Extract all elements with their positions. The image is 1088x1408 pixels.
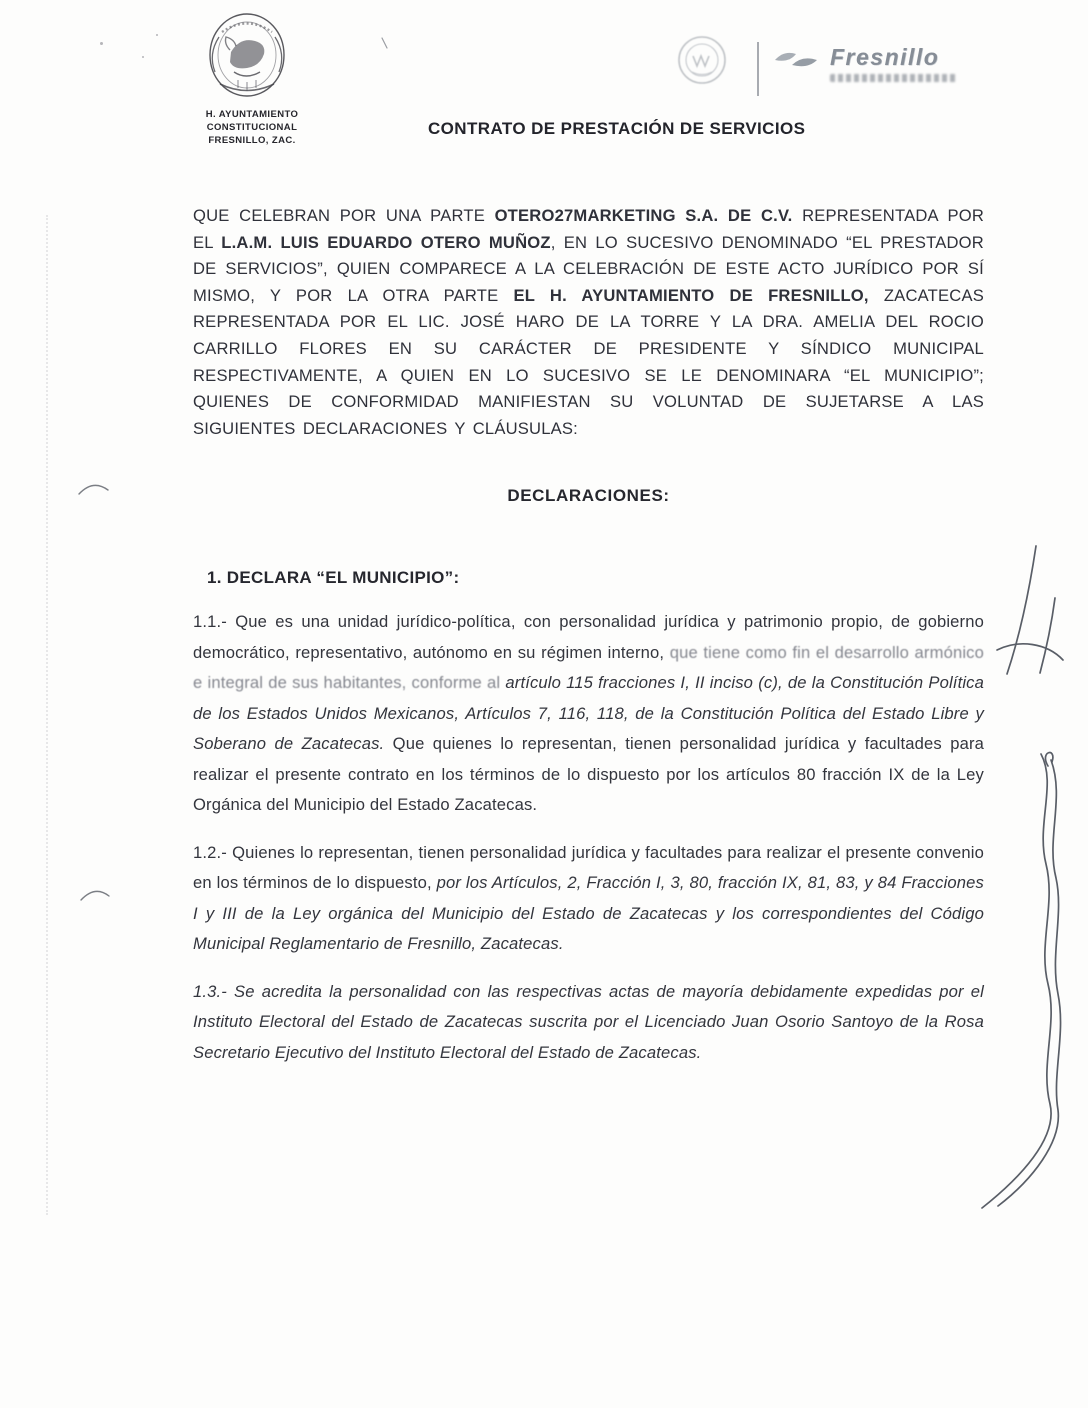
coat-of-arms-icon (186, 10, 308, 106)
scan-speck (142, 56, 144, 58)
intro-paragraph: QUE CELEBRAN POR UNA PARTE OTERO27MARKETING S.A. DE C.V. REPRESENTADA POR EL L.A.M. LUIS EDUARDO OTERO MUÑOZ, EN LO SUCESIVO DENOMINADO “EL PRESTADOR DE SERVICIOS”, QUIEN COMPARECE A LA CELEBRACIÓN DE ESTE ACTO JURÍDICO POR SÍ MISMO, Y POR LA OTRA PARTE EL H. AYUNTAMIENTO DE FRESNILLO, ZACATECAS REPRESENTADA POR EL LIC. JOSÉ HARO DE LA TORRE Y LA DRA. AMELIA DEL ROCIO CARRILLO FLORES EN SU CARÁCTER DE PRESIDENTE Y SÍNDICO MUNICIPAL RESPECTIVAMENTE, A QUIEN EN LO SUCESIVO SE LE DENOMINARA “EL MUNICIPIO”; QUIENES DE CONFORMIDAD MANIFIESTAN SU VOLUNTAD DE SUJETARSE A LAS SIGUIENTES DECLARACIONES Y CLÁUSULAS: (193, 206, 985, 438)
clause-1-3: 1.3.- Se acredita la personalidad con las respectivas actas de mayoría debidamente expedidas por el Instituto Electoral del Estado de Zacatecas suscrita por el Licenciado Juan Osorio Santoyo de la Rosa Secretario Ejecutivo del Instituto Electoral del Estado de Zacatecas. (193, 981, 984, 1062)
caption-line: CONSTITUCIONAL (206, 122, 298, 133)
declara-municipio-heading: 1. DECLARA “EL MUNICIPIO”: (207, 568, 460, 588)
declaraciones-heading: DECLARACIONES: (507, 486, 670, 506)
scan-margin-artifact (46, 215, 48, 1215)
bird-marks-icon (772, 45, 824, 71)
clause-1-1: 1.1.- Que es una unidad jurídico-política, con personalidad jurídica y patrimonio propio, de gobierno democrático, representativo, autónomo en su régimen interno, que tiene como fin el desarrollo armónico e integral de sus habitantes, conforme al artículo 115 fracciones I, II inciso (c), de la Constitución Política de los Estados Unidos Mexicanos, Artículos 7, 116, 118, de la Constitución Política del Estado Libre y Soberano de Zacatecas. Que quienes lo representan, tienen personalidad jurídica y facultades para realizar el presente contrato en los términos de lo dispuesto por los artículos 80 fracción IX de la Ley Orgánica del Municipio del Estado Zacatecas. (193, 612, 985, 815)
caption-line: H. AYUNTAMIENTO (205, 109, 299, 120)
logo-divider (757, 42, 759, 96)
document-title: CONTRATO DE PRESTACIÓN DE SERVICIOS (428, 119, 806, 138)
fresnillo-wordmark: Fresnillo (830, 44, 940, 70)
seal-logo-icon (676, 34, 728, 86)
fresnillo-tagline (830, 74, 958, 82)
emblem-caption (184, 108, 320, 147)
scan-speck (100, 42, 103, 45)
fresnillo-logo (772, 44, 992, 82)
caption-line: FRESNILLO, ZAC. (208, 135, 296, 146)
clause-1-2: 1.2.- Quienes lo representan, tienen personalidad jurídica y facultades para realizar el presente convenio en los términos de lo dispuesto, por los Artículos, 2, Fracción I, 3, 80, fracción IX, 81, 83, y 84 Fracciones I y III de la Ley orgánica del Municipio del Estado de Zacatecas y los correspondientes del Código Municipal Reglamentario de Fresnillo, Zacatecas. (193, 842, 984, 954)
scan-speck (156, 34, 158, 36)
contract-body (193, 203, 984, 1068)
